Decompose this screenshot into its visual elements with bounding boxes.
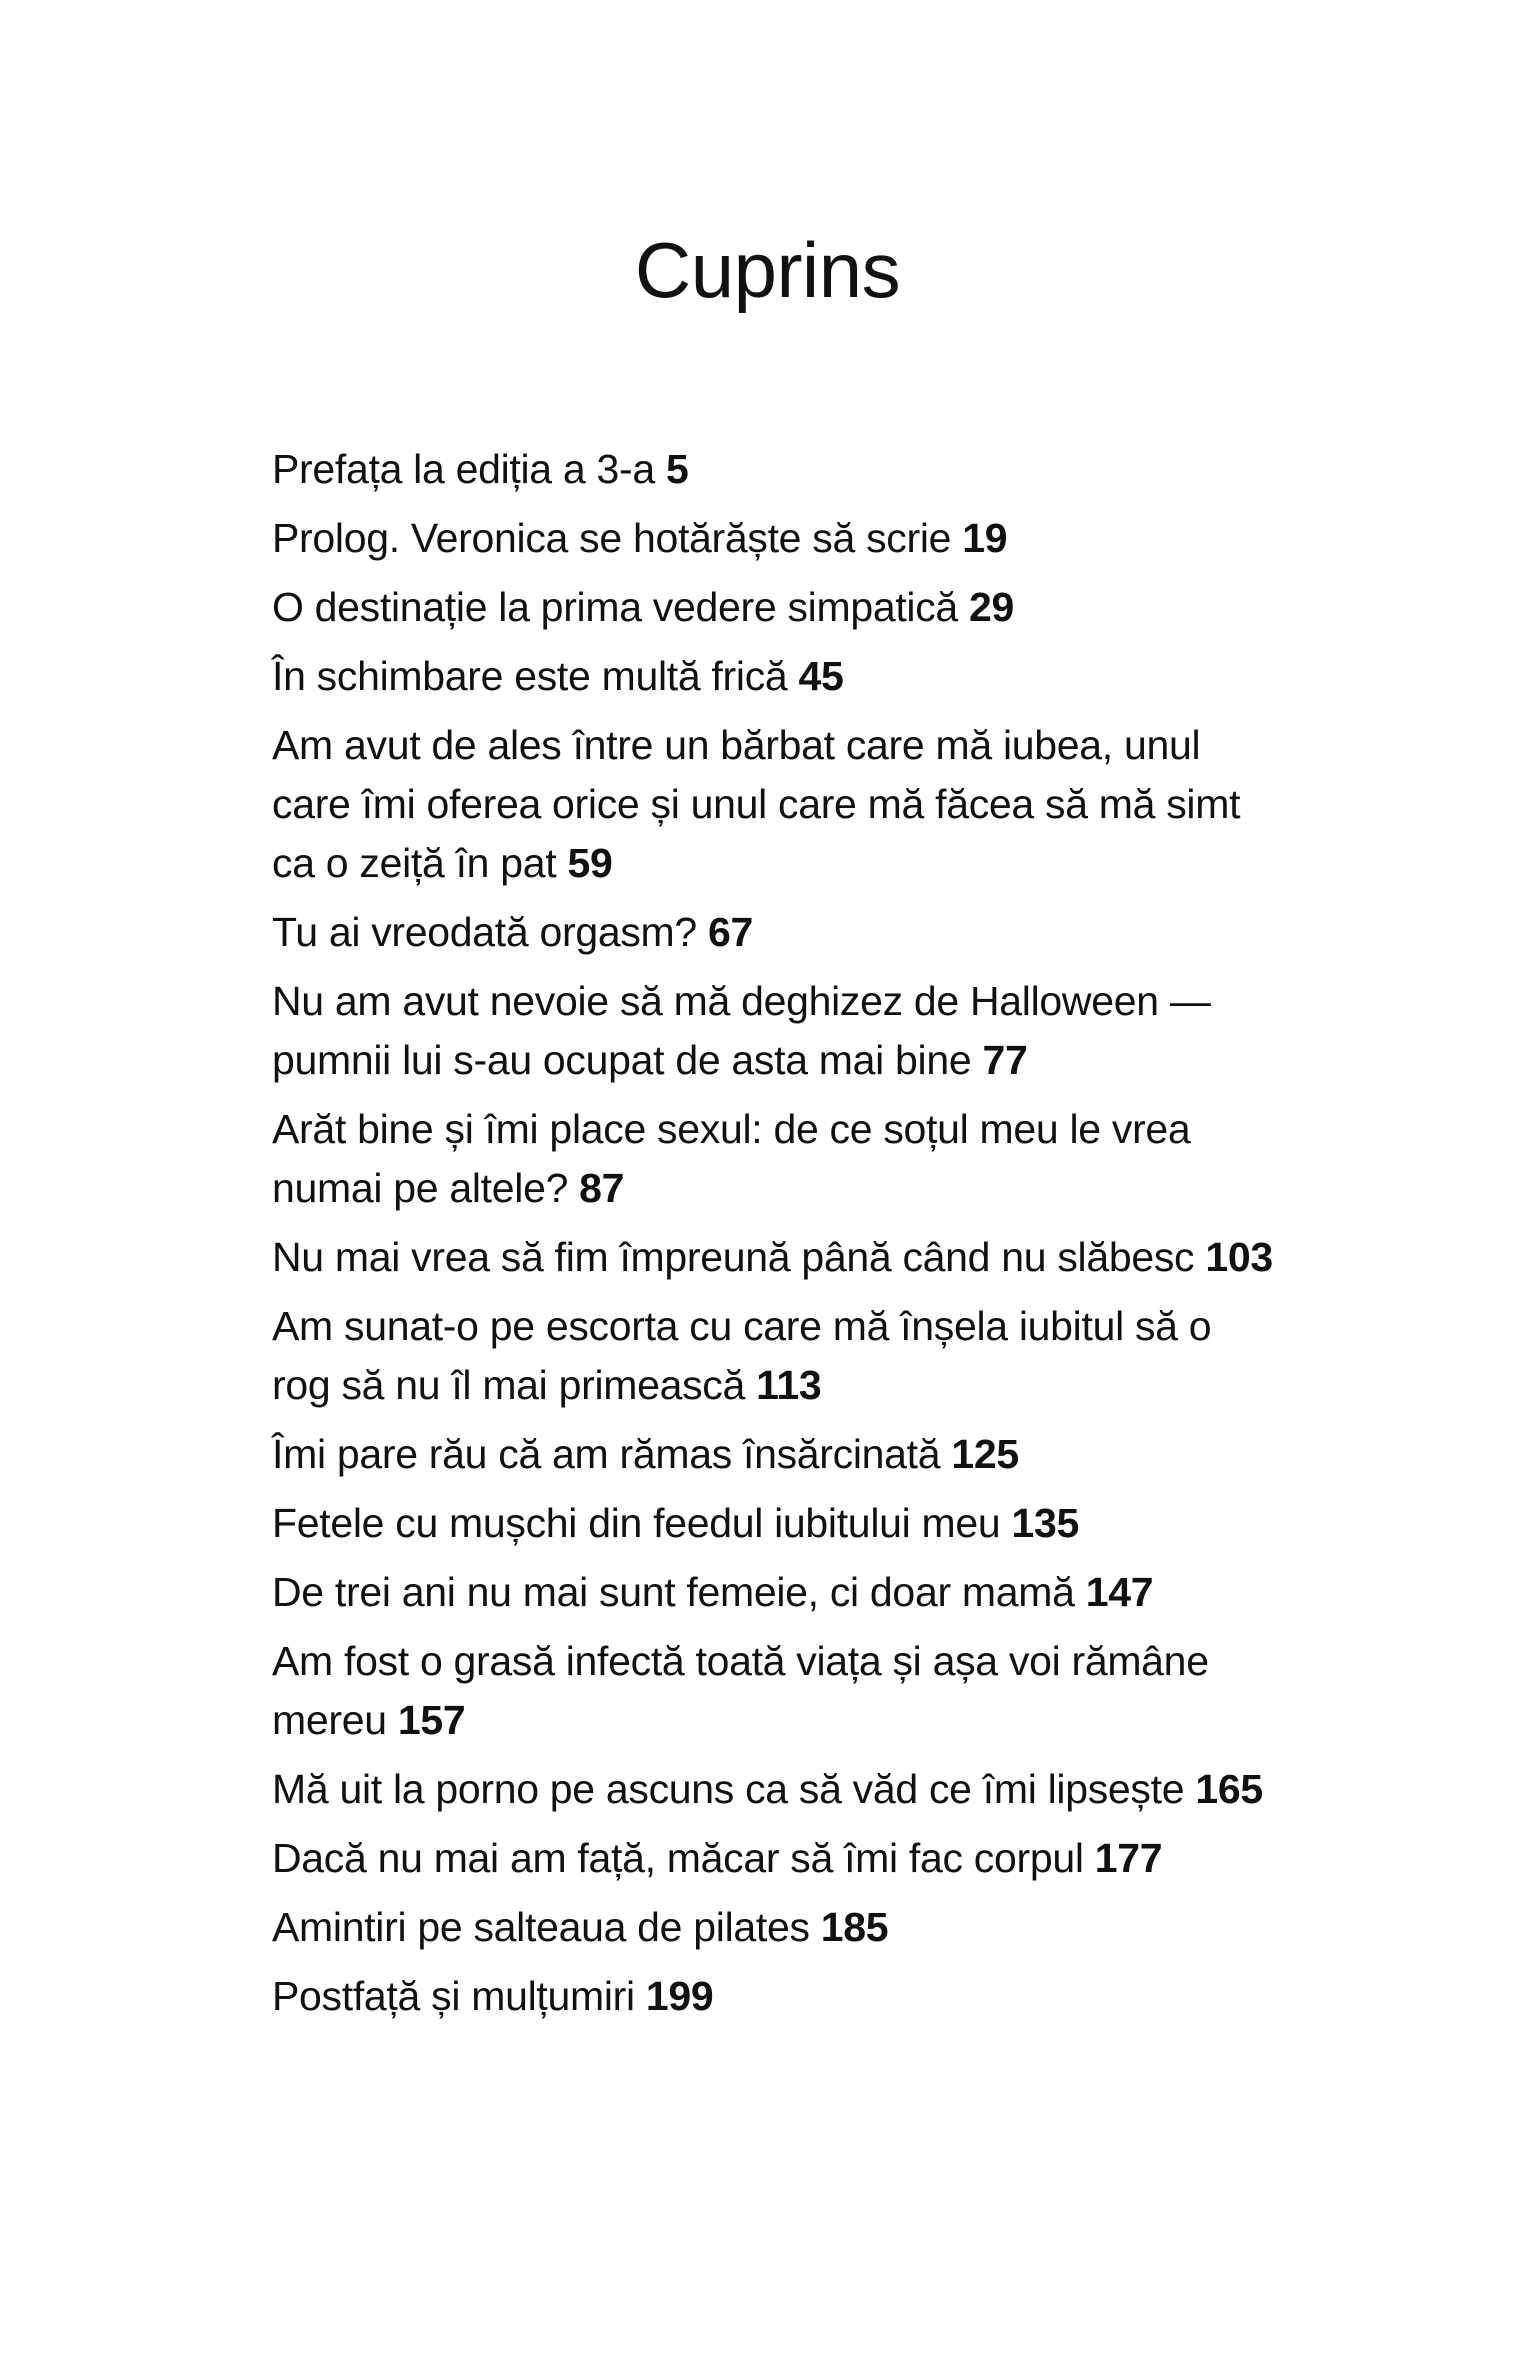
toc-entry-page-number: 165 — [1195, 1766, 1263, 1812]
toc-entry-title-line — [272, 647, 1273, 706]
toc-entry — [272, 903, 1273, 962]
toc-entry-title-text: pumnii lui s-au ocupat de asta mai bine — [272, 1037, 972, 1083]
toc-entry-title-text: numai pe altele? — [272, 1165, 569, 1211]
toc-entry-page-number: 29 — [969, 584, 1015, 630]
toc-entry-page-number: 67 — [707, 909, 753, 955]
toc-entry — [272, 578, 1273, 637]
toc-entry-title-line: Nu am avut nevoie să mă deghizez de Halloween — — [272, 978, 1211, 1024]
toc-entry-title-line — [272, 1760, 1273, 1819]
toc-entry-title-text: Dacă nu mai am față, măcar să îmi fac corpul — [272, 1835, 1084, 1881]
toc-entry-page-number: 199 — [645, 1973, 714, 2019]
toc-entry — [272, 1100, 1273, 1218]
toc-entry-title-text: Fetele cu mușchi din feedul iubitului meu — [272, 1500, 1001, 1546]
toc-entry — [272, 1760, 1273, 1819]
toc-entry-title-text: Nu mai vrea să fim împreună până când nu slăbesc — [272, 1234, 1195, 1280]
toc-entry-page-number: 177 — [1094, 1835, 1163, 1881]
toc-entry — [272, 1563, 1273, 1622]
toc-entry-title-line — [272, 1563, 1273, 1622]
toc-entry-page-number: 135 — [1011, 1500, 1079, 1546]
toc-entry-page-number: 157 — [397, 1697, 466, 1743]
toc-entry-title-line: Am avut de ales între un bărbat care mă iubea, unul — [272, 722, 1201, 768]
toc-entry-title-line — [272, 1356, 1273, 1415]
toc-entry — [272, 1632, 1273, 1750]
toc-entry-title-line — [272, 1031, 1273, 1090]
toc-entry-title-line — [272, 1829, 1273, 1888]
page-title: Cuprins — [634, 226, 901, 314]
toc-entry — [272, 972, 1273, 1090]
toc-entry-title-line: Arăt bine și îmi place sexul: de ce soțul meu le vrea — [272, 1106, 1191, 1152]
toc-entry-title-text: Prefața la ediția a 3-a — [272, 446, 655, 492]
toc-entry-page-number: 87 — [579, 1165, 625, 1211]
toc-entry-page-number: 59 — [567, 840, 613, 886]
toc-entry-title-line — [272, 834, 1273, 893]
toc-entry — [272, 440, 1273, 499]
toc-entry-title-line: Am fost o grasă infectă toată viața și așa voi rămâne — [272, 1638, 1209, 1684]
toc-entry-title-line — [272, 1228, 1273, 1287]
toc-entry-page-number: 103 — [1205, 1234, 1273, 1280]
toc-entry-page-number: 19 — [962, 515, 1008, 561]
toc-entry-title-text: Îmi pare rău că am rămas însărcinată — [272, 1431, 941, 1477]
toc-entry — [272, 1898, 1273, 1957]
toc-entry-title-line — [272, 1967, 1273, 2026]
toc-entry-title-text: Postfață și mulțumiri — [272, 1973, 635, 2019]
toc-entry-title-text: O destinație la prima vedere simpatică — [272, 584, 958, 630]
toc-entry-page-number: 45 — [798, 653, 844, 699]
toc-entry-title-text: Amintiri pe salteaua de pilates — [272, 1904, 810, 1950]
toc-entry-title-text: mereu — [272, 1697, 387, 1743]
toc-entry — [272, 1829, 1273, 1888]
toc-entry-page-number: 113 — [756, 1362, 822, 1408]
toc-entry — [272, 1967, 1273, 2026]
toc-entry-title-line — [272, 578, 1273, 637]
toc-entry-title-line — [272, 1691, 1273, 1750]
toc-entry-title-text: Tu ai vreodată orgasm? — [272, 909, 697, 955]
toc-entry-title-line — [272, 1898, 1273, 1957]
toc-entry — [272, 1425, 1273, 1484]
toc-entry — [272, 647, 1273, 706]
toc-entry-title-text: Mă uit la porno pe ascuns ca să văd ce îmi lipsește — [272, 1766, 1185, 1812]
toc-entry-title-line — [272, 1159, 1273, 1218]
toc-entry-title-line — [272, 509, 1273, 568]
toc-entry-title-line: care îmi oferea orice și unul care mă făcea să mă simt — [272, 781, 1241, 827]
toc-entry — [272, 509, 1273, 568]
toc-entry-title-line: Am sunat-o pe escorta cu care mă înșela iubitul să o — [272, 1303, 1212, 1349]
table-of-contents — [272, 440, 1273, 2036]
toc-entry — [272, 1494, 1273, 1553]
toc-entry-page-number: 125 — [951, 1431, 1019, 1477]
toc-entry-page-number: 5 — [665, 446, 689, 492]
toc-entry-title-line — [272, 1494, 1273, 1553]
toc-entry-title-text: De trei ani nu mai sunt femeie, ci doar mamă — [272, 1569, 1075, 1615]
toc-entry-title-line — [272, 903, 1273, 962]
toc-entry-title-text: În schimbare este multă frică — [272, 653, 788, 699]
toc-entry-title-text: rog să nu îl mai primească — [272, 1362, 746, 1408]
toc-entry-title-text: ca o zeiță în pat — [272, 840, 557, 886]
toc-entry — [272, 1228, 1273, 1287]
toc-entry-title-line — [272, 440, 1273, 499]
toc-entry-page-number: 147 — [1085, 1569, 1154, 1615]
toc-entry-title-line — [272, 1425, 1273, 1484]
toc-entry-title-text: Prolog. Veronica se hotărăște să scrie — [272, 515, 952, 561]
toc-entry-page-number: 77 — [982, 1037, 1028, 1083]
toc-entry-page-number: 185 — [820, 1904, 889, 1950]
toc-entry — [272, 1297, 1273, 1415]
toc-entry — [272, 716, 1273, 893]
